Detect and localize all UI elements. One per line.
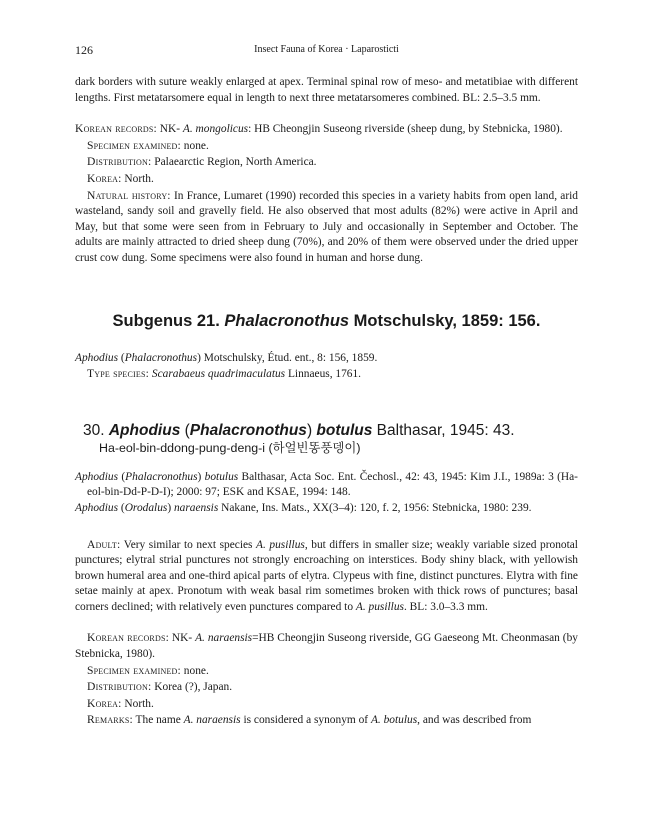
adult-description: Adult: Very similar to next species A. pusillus, but differs in smaller size; weakly variable sized pronotal punctures; elytral strial punctures not strongly encroaching on interstices. Body shiny black, with yellowish brown humeral area and one-third apical parts of elytra. Clypeus with fine, distinct punctures. Elytra with fine setae mainly at apex. Pronotum with weak basal rim sometimes broken with thick rows of punctures; basal corners declined; with relatively even punctures compared to A. pusillus. BL: 3.0–3.3 mm. (75, 537, 578, 613)
korea-range: Korea: North. (87, 171, 154, 185)
type-species: Type species: Scarabaeus quadrimaculatus Linnaeus, 1761. (87, 367, 362, 381)
specimen-examined: Specimen examined: none. (87, 138, 209, 152)
running-title: Insect Fauna of Korea · Laparosticti (254, 44, 399, 55)
continuation-paragraph: dark borders with suture weakly enlarged at apex. Terminal spinal row of meso- and metatibiae with different lengths. First metatarsomere equal in length to next three metatarsomeres combined. BL: 2.5–3.5 mm. (75, 76, 578, 104)
synonym-citation-2: Aphodius (Orodalus) naraensis Nakane, Ins. Mats., XX(3–4): 120, f. 2, 1956: Stebnicka, 1980: 239. (75, 501, 532, 514)
botulus-specimen-examined: Specimen examined: none. (87, 663, 209, 677)
page-number: 126 (75, 43, 93, 57)
korean-records-label: Korean records: (75, 122, 157, 136)
page-header (75, 43, 578, 59)
botulus-remarks: Remarks: The name A. naraensis is considered a synonym of A. botulus, and was described from (87, 713, 532, 727)
subgenus-heading: Subgenus 21. Phalacronothus Motschulsky, 1859: 156. (112, 311, 541, 330)
page-body (75, 75, 578, 729)
botulus-korea-range: Korea: North. (87, 696, 154, 710)
natural-history: Natural history: In France, Lumaret (1990) recorded this species in a variety habits from open land, arid wasteland, sandy soil and gravelly field. He also observed that most adults (82%) were active in April and May, but that some were seen from in February to July and occasionally in September and October. The adults are mainly attracted to dried sheep dung (70%), and 20% of them were observed under the dried upper crust cow dung. Some specimens were also found in human and horse dung. (75, 188, 578, 264)
mongolicus-records-block (75, 121, 578, 266)
korean-common-name: Ha-eol-bin-ddong-pung-deng-i (하얼빈똥풍뎅이) (99, 440, 361, 455)
synonym-citation-1: Aphodius (Phalacronothus) botulus Balthasar, Acta Soc. Ent. Čechosl., 42: 43, 1945: Kim J.I., 1989a: 3 (Ha-eol-bin-Dd-P-D-I); 2000: 97; ESK and KSAE, 1994: 148. (75, 470, 578, 499)
subgenus-citation: Aphodius (Phalacronothus) Motschulsky, Étud. ent., 8: 156, 1859. (75, 351, 378, 364)
korean-records-paragraph: Korean records: NK- A. mongolicus: HB Cheongjin Suseong riverside (sheep dung, by Stebnicka, 1980). (75, 122, 563, 136)
botulus-distribution: Distribution: Korea (?), Japan. (87, 680, 233, 694)
species-heading: 30. Aphodius (Phalacronothus) botulus Balthasar, 1945: 43. (83, 421, 515, 439)
distribution: Distribution: Palaearctic Region, North America. (87, 155, 317, 169)
botulus-korean-records: Korean records: NK- A. naraensis=HB Cheongjin Suseong riverside, GG Gaeseong Mt. Cheonmasan (by Stebnicka, 1980). (75, 631, 578, 661)
